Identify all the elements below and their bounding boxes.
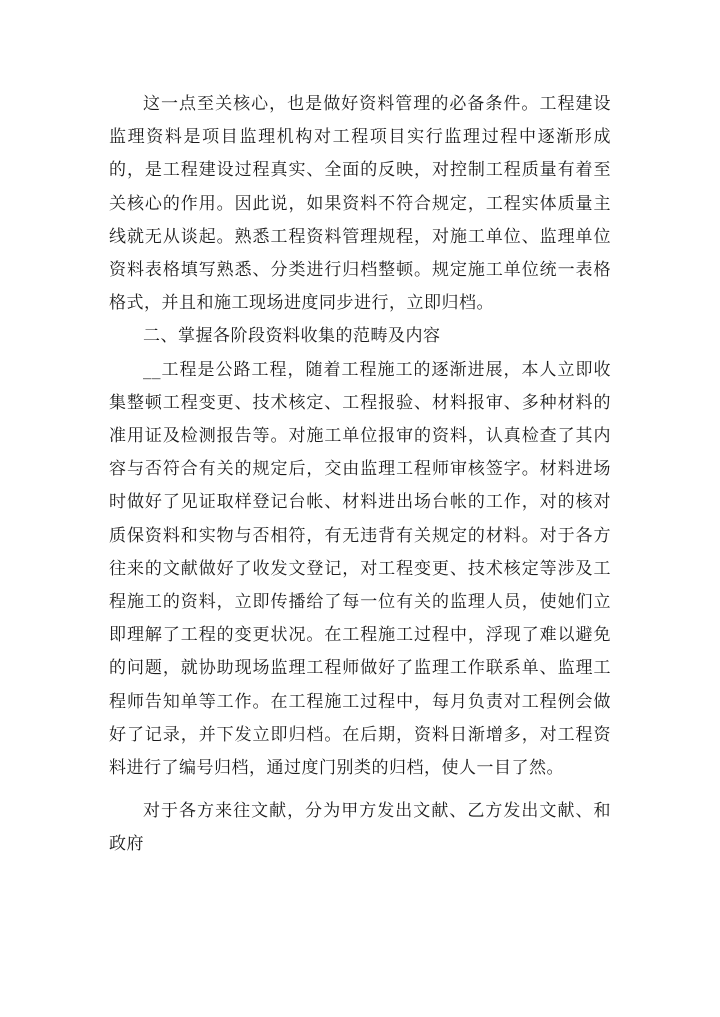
- document-page: [109, 88, 611, 862]
- paragraph-3: 对于各方来往文献，分为甲方发出文献、乙方发出文献、和政府: [109, 801, 611, 855]
- paragraph-2: __工程是公路工程，随着工程施工的逐渐进展，本人立即收集整顿工程变更、技术核定、工程报验、材料报审、多种材料的准用证及检测报告等。对施工单位报审的资料，认真检查了其内容与否符合有关的规定后，交由监理工程师审核签字。材料进场时做好了见证取样登记台帐、材料进出场台帐的工作，对的核对质保资料和实物与否相符，有无违背有关规定的材料。对于各方往来的文献做好了收发文登记，对工程变更、技术核定等涉及工程施工的资料，立即传播给了每一位有关的监理人员，使她们立即理解了工程的变更状况。在工程施工过程中，浮现了难以避免的问题，就协助现场监理工程师做好了监理工作联系单、监理工程师告知单等工作。在工程施工过程中，每月负责对工程例会做好了记录，并下发立即归档。在后期，资料日渐增多，对工程资料进行了编号归档，通过度门别类的归档，使人一目了然。: [109, 359, 611, 779]
- paragraph-1: 这一点至关核心，也是做好资料管理的必备条件。工程建设监理资料是项目监理机构对工程项目实行监理过程中逐渐形成的，是工程建设过程真实、全面的反映，对控制工程质量有着至关核心的作用。因此说，如果资料不符合规定，工程实体质量主线就无从谈起。熟悉工程资料管理规程，对施工单位、监理单位资料表格填写熟悉、分类进行归档整顿。规定施工单位统一表格格式，并且和施工现场进度同步进行，立即归档。: [109, 94, 611, 314]
- section-heading: 二、掌握各阶段资料收集的范畴及内容: [143, 326, 441, 347]
